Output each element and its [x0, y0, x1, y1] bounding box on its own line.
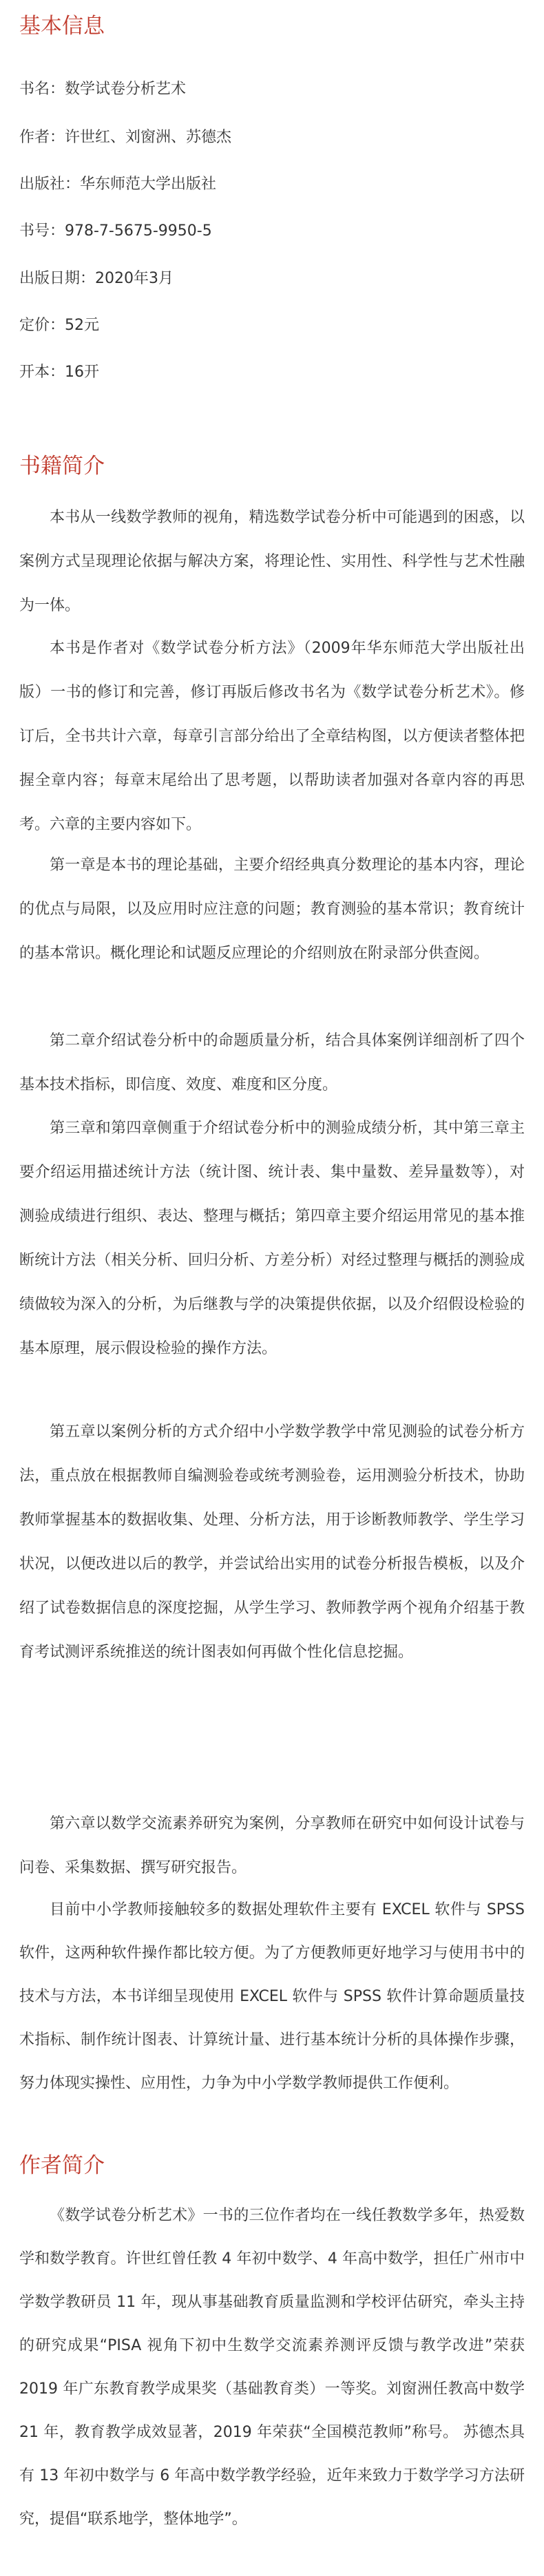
publish-date-line: 出版日期：2020年3月: [19, 270, 174, 287]
format-line: 开本：16开: [19, 364, 99, 381]
intro-paragraph-5: 第三章和第四章侧重于介绍试卷分析中的测验成绩分析，其中第三章主要介绍运用描述统计方法（统计图、统计表、集中量数、差异量数等），对测验成绩进行组织、表达、整理与概括；第四章主要介绍运用常见的基本推断统计方法（相关分析、回归分析、方差分析）对经过整理与概括的测验成绩做较为深入的分析，为后继教与学的决策提供依据，以及介绍假设检验的基本原理，展示假设检验的操作方法。: [19, 1120, 525, 1357]
intro-paragraph-2: 本书是作者对《数学试卷分析方法》（2009年华东师范大学出版社出版）一书的修订和完善，修订再版后修改书名为《数学试卷分析艺术》。修订后，全书共计六章，每章引言部分给出了全章结构图，以方便读者整体把握全章内容；每章末尾给出了思考题，以帮助读者加强对各章内容的再思考。六章的主要内容如下。: [19, 640, 525, 833]
publisher-line: 出版社：华东师范大学出版社: [19, 176, 217, 193]
intro-paragraph-7: 第六章以数学交流素养研究为案例，分享教师在研究中如何设计试卷与问卷、采集数据、撰写研究报告。: [19, 1815, 525, 1876]
authors-line: 作者：许世红、刘窗洲、苏德杰: [19, 129, 232, 146]
authors-title: 作者简介: [19, 2153, 105, 2178]
intro-paragraph-4: 第二章介绍试卷分析中的命题质量分析，结合具体案例详细剖析了四个基本技术指标，即信度、效度、难度和区分度。: [19, 1032, 525, 1093]
intro-paragraph-8: 目前中小学教师接触较多的数据处理软件主要有 EXCEL 软件与 SPSS 软件，这两种软件操作都比较方便。为了方便教师更好地学习与使用书中的技术与方法，本书详细呈现使用 EXCEL 软件与 SPSS 软件计算命题质量技术指标、制作统计图表、计算统计量、进行基本统计分析的具体操作步骤，努力体现实操性、应用性，力争为中小学数学教师提供工作便利。: [19, 1901, 525, 2092]
isbn-line: 书号：978-7-5675-9950-5: [19, 222, 212, 240]
authors-paragraph: 《数学试卷分析艺术》一书的三位作者均在一线任教数学多年，热爱数学和数学教育。许世红曾任教 4 年初中数学、4 年高中数学，担任广州市中学数学教研员 11 年，现从事基础教育质量监测和学校评估研究，牵头主持的研究成果“PISA 视角下初中生数学交流素养测评反馈与教学改进”荣获 2019 年广东教育教学成果奖（基础教育类）一等奖。刘窗洲任教高中数学 21 年，教育教学成效显著，2019 年荣获“全国模范教师”称号。 苏德杰具有 13 年初中数学与 6 年高中数学教学经验，近年来致力于数学学习方法研究，提倡“联系地学，整体地学”。: [19, 2207, 525, 2528]
price-line: 定价：52元: [19, 317, 99, 334]
intro-paragraph-1: 本书从一线数学教师的视角，精选数学试卷分析中可能遇到的困惑，以案例方式呈现理论依据与解决方案，将理论性、实用性、科学性与艺术性融为一体。: [19, 509, 525, 614]
intro-title: 书籍简介: [19, 454, 105, 479]
intro-paragraph-3: 第一章是本书的理论基础，主要介绍经典真分数理论的基本内容，理论的优点与局限，以及应用时应注意的问题；教育测验的基本常识；教育统计的基本常识。概化理论和试题反应理论的介绍则放在附录部分供查阅。: [19, 857, 525, 962]
basic-info-title: 基本信息: [19, 14, 105, 39]
intro-paragraph-6: 第五章以案例分析的方式介绍中小学数学教学中常见测验的试卷分析方法，重点放在根据教师自编测验卷或统考测验卷，运用测验分析技术，协助教师掌握基本的数据收集、处理、分析方法，用于诊断教师教学、学生学习状况，以便改进以后的教学，并尝试给出实用的试卷分析报告模板，以及介绍了试卷数据信息的深度挖掘，从学生学习、教师教学两个视角介绍基于教育考试测评系统推送的统计图表如何再做个性化信息挖掘。: [19, 1423, 525, 1661]
book-title-line: 书名：数学试卷分析艺术: [19, 81, 187, 98]
